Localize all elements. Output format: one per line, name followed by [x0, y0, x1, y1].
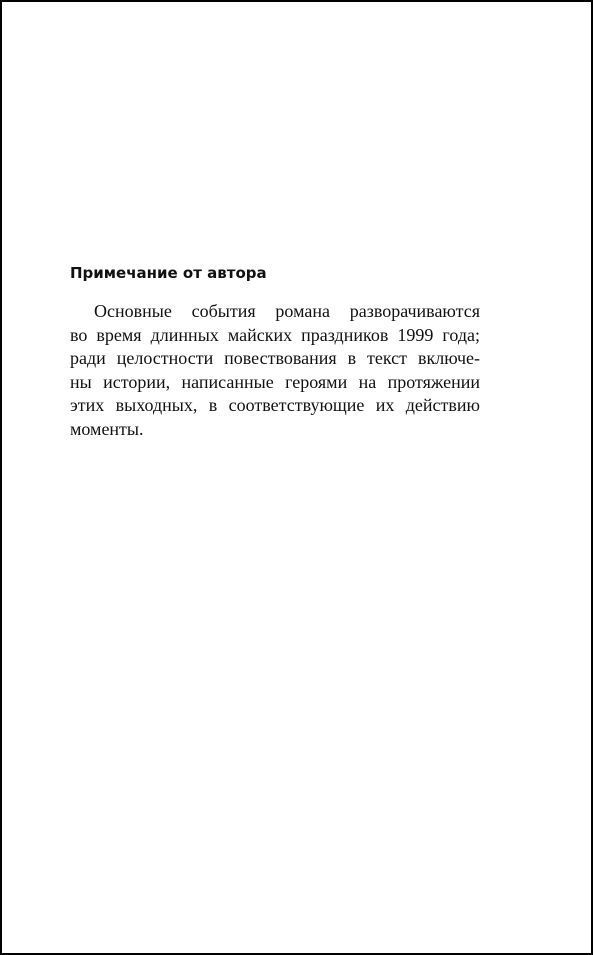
paragraph-line: ради целостности повествования в текст включе- — [70, 348, 480, 369]
paragraph-line: во время длинных майских праздников 1999 года; — [70, 324, 480, 345]
paragraph-line: моменты. — [70, 418, 144, 439]
paragraph-line: этих выходных, в соответствующие их действию — [70, 395, 480, 416]
note-paragraph — [70, 300, 480, 442]
note-heading: Примечание от автора — [70, 264, 267, 282]
paragraph-line: Основные события романа разворачиваются — [94, 301, 480, 321]
paragraph-line: ны истории, написанные героями на протяжении — [70, 371, 480, 392]
